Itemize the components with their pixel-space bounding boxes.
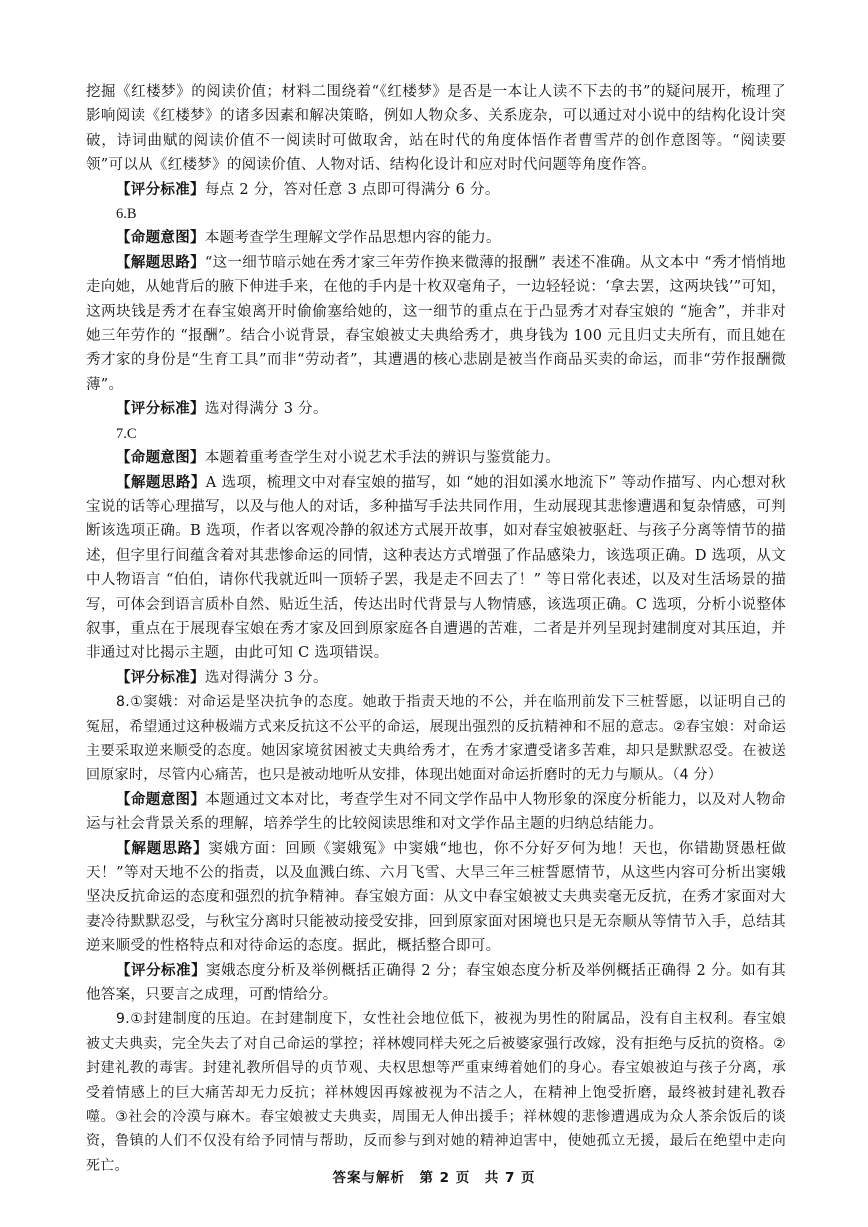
section-tag: 【命题意图】: [116, 790, 206, 808]
section-tag: 【解题思路】: [116, 253, 205, 271]
section-text: 每点 2 分，答对任意 3 点即可得满分 6 分。: [204, 181, 500, 198]
section-text: 本题通过文本对比，考查学生对不同文学作品中人物形象的深度分析能力，以及对人物命运与社会背景关系的理解，培养学生的比较阅读思维和对文学作品主题的归纳总结能力。: [86, 791, 786, 833]
scoring-criteria: [86, 397, 786, 421]
answer-paragraph: 挖掘《红楼梦》的阅读价值；材料二围绕着“《红楼梦》是否是一本让人读不下去的书”的疑问展开，梳理了影响阅读《红楼梦》的诸多因素和解决策略，例如人物众多、关系庞杂，可以通过对小说中的结构化设计突破，诗词曲赋的阅读价值不一阅读时可做取舍，站在时代的角度体悟作者曹雪芹的创作意图等。“阅读要领”可以从《红楼梦》的阅读价值、人物对话、结构化设计和应对时代问题等角度作答。: [86, 84, 786, 174]
solution-section: [86, 837, 786, 959]
solution-section: [86, 251, 786, 397]
section-text: 本题考查学生理解文学作品思想内容的能力。: [204, 230, 501, 247]
section-tag: 【解题思路】: [116, 473, 206, 491]
section-text: “这一细节暗示她在秀才家三年劳作换来微薄的报酬” 表述不准确。从文本中 “秀才悄悄地走向她，从她背后的腋下伸进手来，在他的手内是十枚双毫角子，一边轻轻说：‘拿去罢，这两块钱’”可知，这两块钱是秀才在春宝娘离开时偷偷塞给她的，这一细节的重点在于凸显秀才对春宝娘的 “施舍”，并非对她三年劳作的 “报酬”。结合小说背景，春宝娘被丈夫典给秀才，典身钱为 100 元且归丈夫所有，而且她在秀才家的身份是“生育工具”而非“劳动者”，其遭遇的核心悲剧是被当作商品买卖的命运，而非“劳作报酬微薄”。: [86, 254, 786, 393]
section-tag: 【命题意图】: [116, 449, 205, 467]
answer-page: [86, 80, 786, 1178]
question-number: 6.B: [116, 206, 137, 223]
section-text: 窦娥态度分析及举例概括正确得 2 分；春宝娘态度分析及举例概括正确得 2 分。如有其他答案，只要言之成理，可酌情给分。: [86, 962, 786, 1004]
section-tag: 【评分标准】: [116, 668, 205, 686]
section-text: 窦娥方面：回顾《窦娥冤》中窦娥“地也，你不分好歹何为地！天也，你错勘贤愚枉做天！”等对天地不公的指责，以及血溅白练、六月飞雪、大旱三年三桩誓愿情节，从这些内容可分析出窦娥坚决反抗命运的态度和强烈的抗争精神。春宝娘方面：从文中春宝娘被丈夫典卖毫无反抗，在秀才家面对大妻冷待默默忍受，与秋宝分离时只能被动接受安排，回到原家面对困境也只是无奈顺从等情节入手，总结其逆来顺受的性格特点和对待命运的态度。据此，概括整合即可。: [86, 840, 786, 955]
section-tag: 【解题思路】: [116, 839, 209, 857]
section-text: 选对得满分 3 分。: [204, 669, 328, 686]
section-text: 选对得满分 3 分。: [204, 401, 328, 418]
page-footer: 答案与解析 第 2 页 共 7 页: [332, 1170, 536, 1186]
section-tag: 【评分标准】: [116, 400, 205, 418]
question-9-answer: 9.①封建制度的压迫。在封建制度下，女性社会地位低下，被视为男性的附属品，没有自主权利。春宝娘被丈夫典卖，完全失去了对自己命运的掌控；祥林嫂同样夫死之后被婆家强行改嫁，没有拒绝与反抗的资格。②封建礼教的毒害。封建礼教所倡导的贞节观、夫权思想等严重束缚着她们的身心。春宝娘被迫与孩子分离，承受着情感上的巨大痛苦却无力反抗；祥林嫂因再嫁被视为不洁之人，在精神上饱受折磨，最终被封建礼教吞噬。③社会的冷漠与麻木。春宝娘被丈夫典卖，周围无人伸出援手；祥林嫂的悲惨遭遇成为众人茶余饭后的谈资，鲁镇的人们不仅没有给予同情与帮助，反而参与到对她的精神迫害中，使她孤立无援，最后在绝望中走向死亡。: [86, 1011, 786, 1174]
section-tag: 【命题意图】: [116, 229, 205, 247]
intent-section: [86, 788, 786, 837]
section-text: 本题着重考查学生对小说艺术手法的辨识与鉴赏能力。: [204, 450, 561, 467]
section-tag: 【评分标准】: [116, 180, 205, 198]
section-text: A 选项，梳理文中对春宝娘的描写，如 “她的泪如溪水地流下” 等动作描写、内心想对秋宝说的话等心理描写，以及与他人的对话，多种描写手法共同作用，生动展现其悲惨遭遇和复杂情感，可判断该选项正确。B 选项，作者以客观冷静的叙述方式展开故事，如对春宝娘被驱赶、与孩子分离等情节的描述，但字里行间蕴含着对其悲惨命运的同情，这种表达方式增强了作品感染力，该选项正确。D 选项，从文中人物语言 “伯伯，请你代我就近叫一顶轿子罢，我是走不回去了！” 等日常化表述，以及对生活场景的描写，可体会到语言质朴自然、贴近生活，传达出时代背景与人物情感，该选项正确。C 选项，分析小说整体叙事，重点在于展现春宝娘在秀才家及回到原家庭各自遭遇的苦难，二者是并列呈现封建制度对其压迫，并非通过对比揭示主题，由此可知 C 选项错误。: [86, 474, 786, 662]
question-number: 7.C: [116, 425, 137, 442]
intent-section: [86, 226, 786, 250]
solution-section: [86, 471, 786, 666]
scoring-criteria: [86, 178, 786, 202]
intent-section: [86, 446, 786, 470]
scoring-criteria: [86, 959, 786, 1008]
question-8-answer: 8.①窦娥：对命运是坚决抗争的态度。她敢于指责天地的不公，并在临刑前发下三桩誓愿，以证明自己的冤屈，希望通过这种极端方式来反抗这不公平的命运，展现出强烈的反抗精神和不屈的意志。②春宝娘：对命运主要采取逆来顺受的态度。她因家境贫困被丈夫典给秀才，在秀才家遭受诸多苦难，却只是默默忍受。在被送回原家时，尽管内心痛苦，也只是被动地听从安排，体现出她面对命运折磨时的无力与顺从。（4 分）: [86, 694, 786, 784]
scoring-criteria: [86, 666, 786, 690]
section-tag: 【评分标准】: [116, 961, 207, 979]
